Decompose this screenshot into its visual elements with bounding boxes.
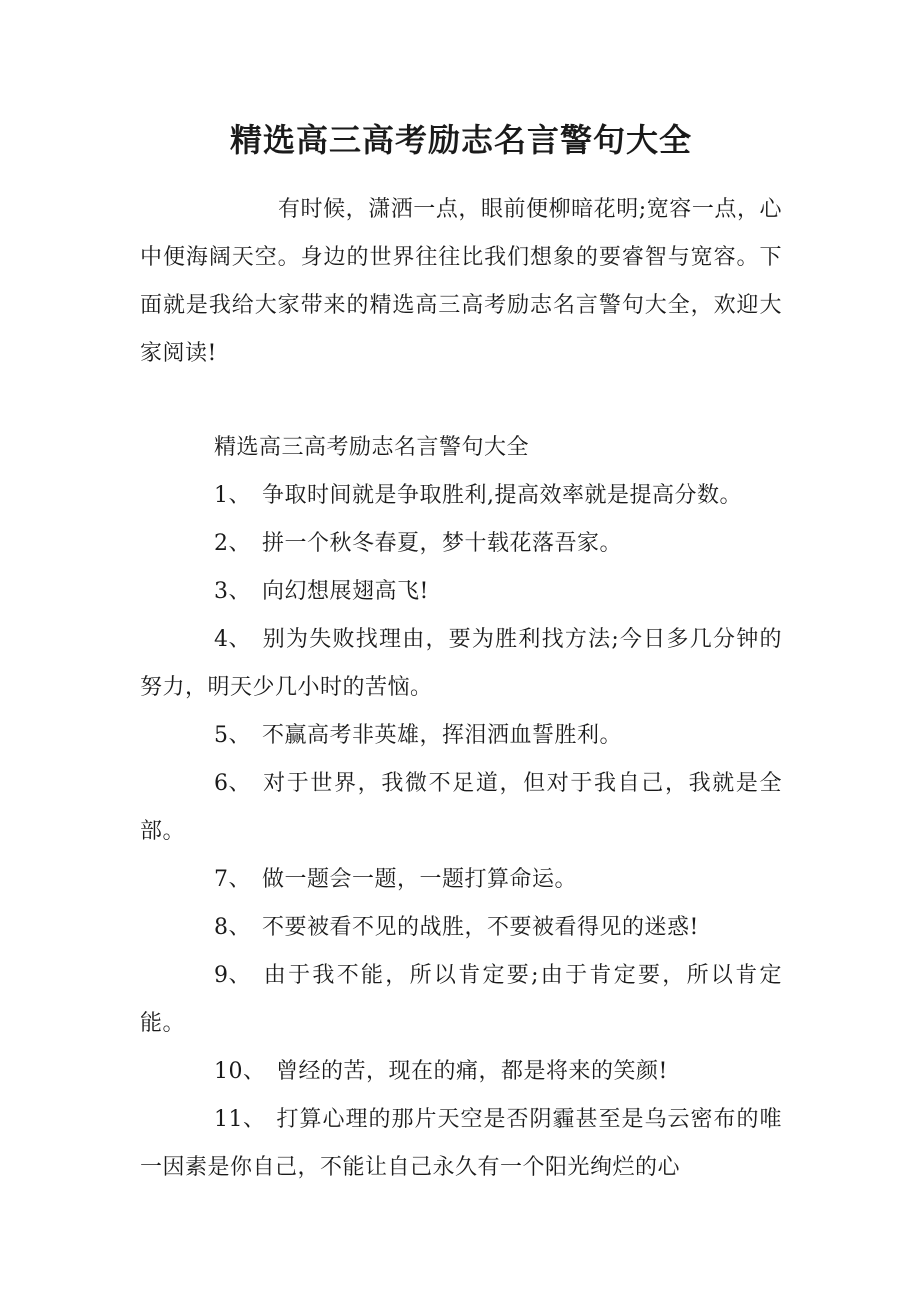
item-text: 拼一个秋冬春夏，梦十载花落吾家。 xyxy=(262,531,623,556)
list-item xyxy=(140,712,782,760)
list-item xyxy=(140,760,782,856)
list-item xyxy=(140,904,782,952)
item-text: 不赢高考非英雄，挥泪洒血誓胜利。 xyxy=(262,723,623,748)
item-number: 7、 xyxy=(214,867,251,892)
section-subtitle: 精选高三高考励志名言警句大全 xyxy=(214,435,530,460)
item-number: 8、 xyxy=(214,915,251,940)
list-item xyxy=(140,952,782,1048)
item-text: 争取时间就是争取胜利,提高效率就是提高分数。 xyxy=(262,483,742,508)
list-item xyxy=(140,616,782,712)
list-item xyxy=(140,520,782,568)
list-item xyxy=(140,1096,782,1192)
quote-list xyxy=(140,472,782,1192)
item-text: 对于世界，我微不足道，但对于我自己，我就是全部。 xyxy=(140,771,782,844)
page-title: 精选高三高考励志名言警句大全 xyxy=(229,121,692,159)
item-text: 向幻想展翅高飞! xyxy=(262,579,429,604)
item-number: 3、 xyxy=(214,579,251,604)
item-number: 11、 xyxy=(214,1107,266,1132)
item-text: 不要被看不见的战胜，不要被看得见的迷惑! xyxy=(262,915,699,940)
item-text: 做一题会一题，一题打算命运。 xyxy=(262,867,578,892)
item-text: 曾经的苦，现在的痛，都是将来的笑颜! xyxy=(276,1059,668,1084)
item-number: 5、 xyxy=(214,723,251,748)
item-number: 9、 xyxy=(214,963,251,988)
item-number: 1、 xyxy=(214,483,251,508)
list-item xyxy=(140,568,782,616)
item-number: 10、 xyxy=(214,1059,266,1084)
item-number: 4、 xyxy=(214,627,251,652)
intro-paragraph: 有时候，潇洒一点，眼前便柳暗花明;宽容一点，心中便海阔天空。身边的世界往往比我们想象的要睿智与宽容。下面就是我给大家带来的精选高三高考励志名言警句大全，欢迎大家阅读! xyxy=(140,197,782,366)
item-number: 6、 xyxy=(214,771,251,796)
item-text: 打算心理的那片天空是否阴霾甚至是乌云密布的唯一因素是你自己，不能让自己永久有一个阳光绚烂的心 xyxy=(140,1107,782,1180)
item-text: 由于我不能，所以肯定要;由于肯定要，所以肯定能。 xyxy=(140,963,782,1036)
item-number: 2、 xyxy=(214,531,251,556)
item-text: 别为失败找理由，要为胜利找方法;今日多几分钟的努力，明天少几小时的苦恼。 xyxy=(140,627,782,700)
list-item xyxy=(140,856,782,904)
list-item xyxy=(140,472,782,520)
list-item xyxy=(140,1048,782,1096)
